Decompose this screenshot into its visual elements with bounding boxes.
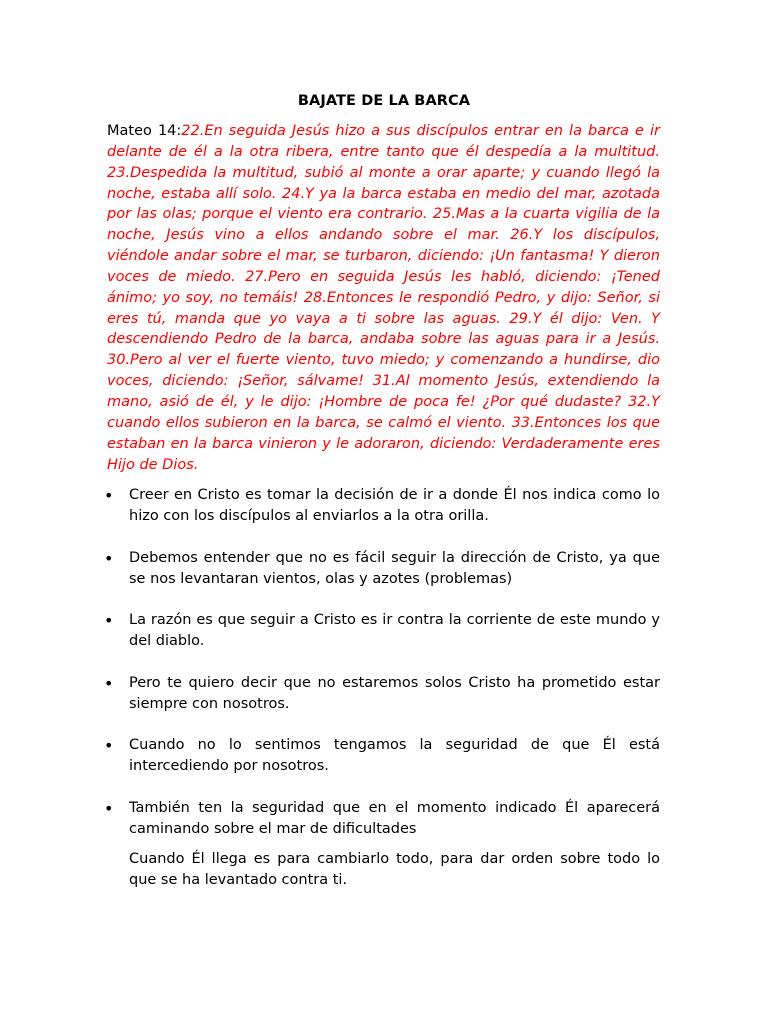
list-item-text: Pero te quiero decir que no estaremos solos Cristo ha prometido estar siempre con nosotros. bbox=[129, 674, 660, 712]
closing-paragraph: Cuando Él llega es para cambiarlo todo, para dar orden sobre todo lo que se ha levantado contra ti. bbox=[129, 851, 660, 888]
scripture-reference: Mateo 14: bbox=[107, 123, 182, 139]
list-item bbox=[104, 610, 660, 652]
document-title: BAJATE DE LA BARCA bbox=[297, 93, 471, 109]
bullet-icon: • bbox=[104, 736, 114, 755]
list-item-text: Cuando no lo sentimos tengamos la seguridad de que Él está intercediendo por nosotros. bbox=[129, 737, 660, 774]
list-item-text: Creer en Cristo es tomar la decisión de ir a donde Él nos indica como lo hizo con los discípulos al enviarlos a la otra orilla. bbox=[129, 487, 660, 524]
list-item bbox=[104, 673, 660, 715]
list-item bbox=[104, 735, 660, 777]
list-item bbox=[104, 548, 660, 590]
bullet-icon: • bbox=[104, 548, 114, 568]
bullet-icon: • bbox=[104, 798, 114, 818]
bullet-list bbox=[104, 485, 660, 860]
bullet-icon: • bbox=[104, 673, 114, 693]
bullet-icon: • bbox=[104, 486, 114, 505]
scripture-paragraph bbox=[107, 121, 660, 475]
list-item-text: La razón es que seguir a Cristo es ir contra la corriente de este mundo y del diablo. bbox=[129, 612, 660, 649]
list-item-text: También ten la seguridad que en el momento indicado Él aparecerá caminando sobre el mar de dificultades bbox=[129, 799, 660, 837]
bullet-icon: • bbox=[104, 611, 114, 630]
list-item bbox=[104, 485, 660, 527]
scripture-verses: 22.En seguida Jesús hizo a sus discípulos entrar en la barca e ir delante de él a la otra ribera, entre tanto que él despedía a la multitud. 23.Despedida la multitud, subió al monte a orar aparte; y cuando llegó la noche, estaba allí solo. 24.Y ya la barca estaba en medio del mar, azotada por las olas; porque el viento era contrario. 25.Mas a la cuarta vigilia de la noche, Jesús vino a ellos andando sobre el mar. 26.Y los discípulos, viéndole andar sobre el mar, se turbaron, diciendo: ¡Un fantasma! Y dieron voces de miedo. 27.Pero en seguida Jesús les habló, diciendo: ¡Tened ánimo; yo soy, no temáis! 28.Entonces le respondió Pedro, y dijo: Señor, si eres tú, manda que yo vaya a ti sobre las aguas. 29.Y él dijo: Ven. Y descendiendo Pedro de la barca, andaba sobre las aguas para ir a Jesús. 30.Pero al ver el fuerte viento, tuvo miedo; y comenzando a hundirse, dio voces, diciendo: ¡Señor, sálvame! 31.Al momento Jesús, extendiendo la mano, asió de él, y le dijo: ¡Hombre de poca fe! ¿Por qué dudaste? 32.Y cuando ellos subieron en la barca, se calmó el viento. 33.Entonces los que estaban en la barca vinieron y le adoraron, diciendo: Verdaderamente eres Hijo de Dios. bbox=[107, 123, 660, 473]
list-item bbox=[104, 798, 660, 840]
list-item-text: Debemos entender que no es fácil seguir la dirección de Cristo, ya que se nos levantaran vientos, olas y azotes (problemas) bbox=[129, 549, 660, 587]
